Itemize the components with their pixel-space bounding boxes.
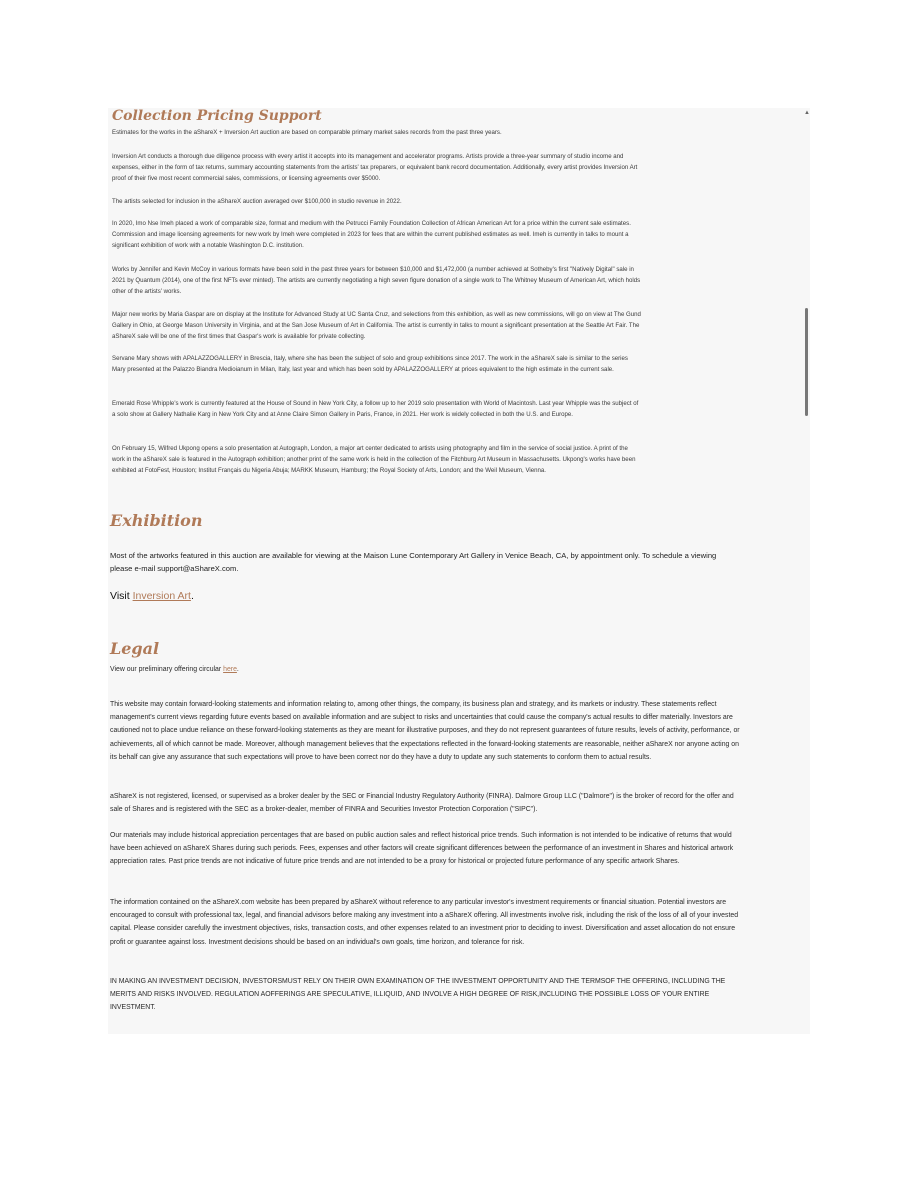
pricing-paragraph-3: The artists selected for inclusion in the aShareX auction averaged over $100,000 in studio revenue in 2022.: [112, 198, 402, 205]
pricing-title: Collection Pricing Support: [112, 108, 322, 124]
legal-paragraph-1: This website may contain forward-looking statements and information relating to, among other things, the company, its business plan and strategy, and its markets or industry. These statements reflect management's current views regarding future events based on available information and are subject to risks and uncertainties that could cause the company's actual results to differ materially. Investors are cautioned not to place undue reliance on these forward-looking statements as they are meant for illustrative purposes, and they do not represent guarantees of future results, levels of activity, performance, or achievements, all of which cannot be made. Moreover, although management believes that the expectations reflected in the forward-looking statements are reasonable, neither aShareX nor anyone acting on its behalf can give any assurance that such expectations will prove to have been correct nor do they have a duty to update any such statements to conform them to actual results.: [110, 701, 740, 761]
visit-suffix: .: [190, 590, 194, 602]
visit-prefix: Visit: [110, 590, 133, 602]
pricing-paragraph-6: Major new works by Maria Gaspar are on display at the Institute for Advanced Study at UC Santa Cruz, and selections from this exhibition, as well as new commissions, will go on view at The Gund Gallery in Ohio, at George Mason University in Virginia, and at the San Jose Museum of Art in California. The artist is currently in talks to mount a significant presentation at the Seattle Art Fair. The aShareX sale will be one of the first times that Gaspar's work is available for private collecting.: [112, 311, 641, 341]
scrollbar[interactable]: [804, 108, 810, 1034]
pricing-paragraph-8: Emerald Rose Whipple's work is currently featured at the House of Sound in New York City, a follow up to her 2019 solo presentation with World of Macintosh. Last year Whipple was the subject of a solo show at Gallery Nathalie Karg in New York City and at Anne Claire Simon Gallery in Paris, France, in 2021. Her work is widely collected in both the U.S. and Europe.: [112, 400, 639, 419]
pricing-paragraph-9: On February 15, Wilfred Ukpong opens a solo presentation at Autograph, London, a major art center dedicated to artists using photography and film in the service of social justice. A print of the work in the aShareX sale is featured in the Autograph exhibition; another print of the same work is held in the collection of the Fitchburg Art Museum in Massachusetts. Ukpong's works have been exhibited at FotoFest, Houston; Institut Français du Nigeria Abuja; MARKK Museum, Hamburg; the Royal Society of Arts, London; and the Weil Museum, Vienna.: [112, 445, 636, 475]
offering-circular-line: [110, 663, 740, 676]
pricing-paragraph-4: In 2020, Imo Nse Imeh placed a work of comparable size, format and medium with the Petrucci Family Foundation Collection of African American Art for a price within the current sale estimates. Commission and image licensing agreements for new work by Imeh were completed in 2023 for fees that are within the current published estimates as well. Imeh is currently in talks to mount a significant exhibition of work with a notable Washington D.C. institution.: [112, 220, 631, 250]
legal-title: Legal: [110, 639, 160, 658]
pricing-paragraph-2: Inversion Art conducts a thorough due diligence process with every artist it accepts into its management and accelerator programs. Artists provide a three-year summary of studio income and expenses, either in the form of tax returns, summary accounting statements from the artists' tax preparers, or equivalent bank record documentation. Additionally, every artist provides Inversion Art proof of their five most recent commercial sales, commissions, or licensing agreements over $5000.: [112, 153, 638, 183]
legal-paragraph-2: aShareX is not registered, licensed, or supervised as a broker dealer by the SEC or Financial Industry Regulatory Authority (FINRA). Dalmore Group LLC ("Dalmore") is the broker of record for the offer and sale of Shares and is registered with the SEC as a broker-dealer, member of FINRA and Securities Investor Protection Corporation ("SIPC").: [110, 793, 734, 814]
visit-line: [110, 590, 194, 602]
inversion-art-link[interactable]: Inversion Art: [132, 590, 191, 602]
legal-paragraph-4: The information contained on the aShareX.com website has been prepared by aShareX without reference to any particular investor's investment requirements or financial situation. Potential investors are encouraged to consult with professional tax, legal, and financial advisors before making any investment into a aShareX offering. All investments involve risk, including the risk of the loss of all of your invested capital. Please consider carefully the investment objectives, risks, transaction costs, and other expenses related to an investment prior to deciding to invest. Diversification and asset allocation do not ensure profit or guarantee against loss. Investment decisions should be based on an individual's own goals, time horizon, and tolerance for risk.: [110, 899, 739, 946]
offering-circular-link[interactable]: here: [223, 666, 237, 673]
circular-prefix: View our preliminary offering circular: [110, 666, 224, 673]
legal-paragraph-5: IN MAKING AN INVESTMENT DECISION, INVESTORSMUST RELY ON THEIR OWN EXAMINATION OF THE INVESTMENT OPPORTUNITY AND THE TERMSOF THE OFFERING, INCLUDING THE MERITS AND RISKS INVOLVED. REGULATION AOFFERINGS ARE SPECULATIVE, ILLIQUID, AND INVOLVE A HIGH DEGREE OF RISK,INCLUDING THE POSSIBLE LOSS OF YOUR ENTIRE INVESTMENT.: [110, 978, 726, 1012]
circular-suffix: .: [236, 666, 239, 673]
scroll-up-icon[interactable]: ▲: [804, 110, 810, 116]
scroll-thumb[interactable]: [805, 308, 808, 416]
legal-paragraph-3: Our materials may include historical appreciation percentages that are based on public auction sales and reflect historical price trends. Such information is not intended to be indicative of returns that would have been achieved on aShareX Shares during such periods. Fees, expenses and other factors will create significant differences between the performance of an investment in Shares and historical artwork appreciation rates. Past price trends are not indicative of future price trends and are not intended to be a proxy for historical or projected future performance of any specific artwork Shares.: [110, 832, 734, 866]
exhibition-title: Exhibition: [110, 511, 203, 530]
pricing-paragraph-5: Works by Jennifer and Kevin McCoy in various formats have been sold in the past three years for between $10,000 and $1,472,000 (a number achieved at Sotheby's first "Natively Digital" sale in 2021 by Quantum (2014), one of the first NFTs ever minted). The artists are currently negotiating a high seven figure donation of a single work to The Whitney Museum of American Art, which holds other of the artists' works.: [112, 266, 641, 296]
pricing-paragraph-1: Estimates for the works in the aShareX + Inversion Art auction are based on comparable primary market sales records from the past three years.: [112, 129, 502, 136]
exhibition-body: Most of the artworks featured in this auction are available for viewing at the Maison Lune Contemporary Art Gallery in Venice Beach, CA, by appointment only. To schedule a viewing please e-mail support@aShareX.com.: [110, 551, 717, 574]
content-panel: [108, 108, 810, 1034]
pricing-paragraph-7: Servane Mary shows with APALAZZOGALLERY in Brescia, Italy, where she has been the subject of solo and group exhibitions since 2017. The work in the aShareX sale is similar to the series Mary presented at the Palazzo Biandra Medioianum in Milan, Italy, last year and which has been sold by APALAZZOGALLERY at prices equivalent to the high estimate in the current sale.: [112, 355, 628, 374]
